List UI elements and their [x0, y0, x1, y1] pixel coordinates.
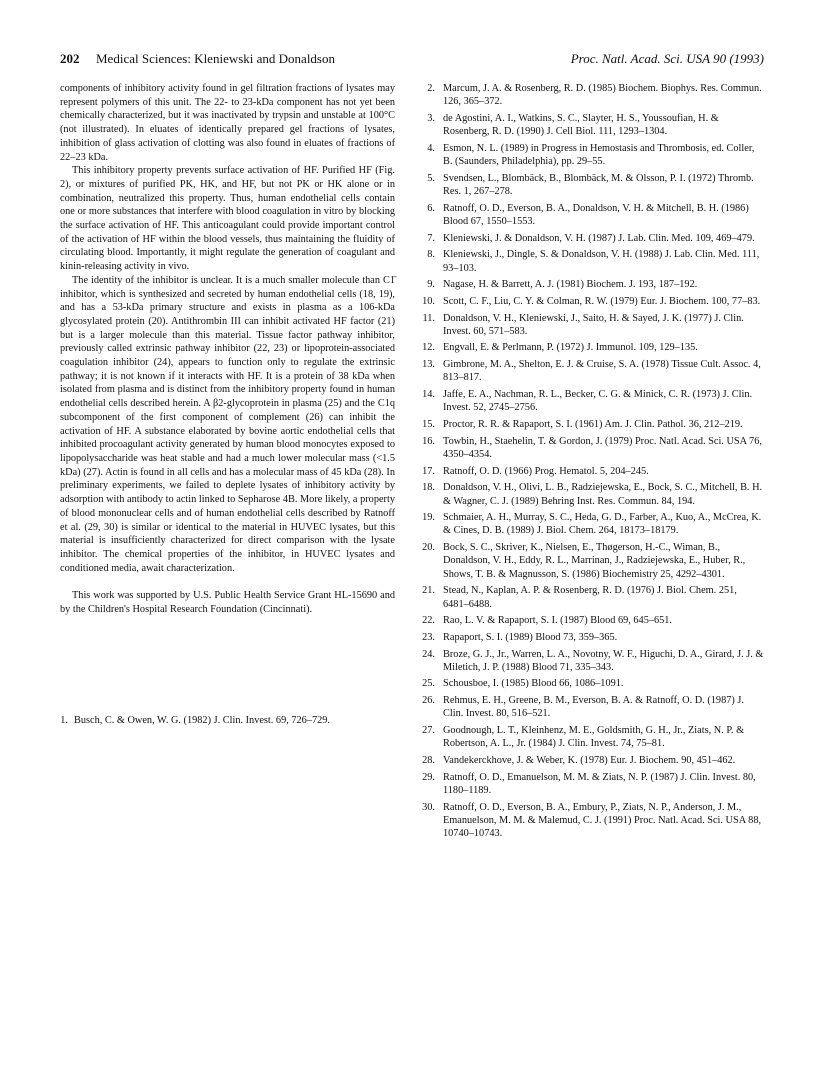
- reference-item: [413, 112, 765, 139]
- reference-item: [413, 341, 765, 354]
- reference-number: 25.: [422, 678, 435, 690]
- reference-item: [413, 694, 765, 721]
- reference-number: 11.: [422, 312, 435, 324]
- reference-text: Marcum, J. A. & Rosenberg, R. D. (1985) Biochem. Biophys. Res. Commun. 126, 365–372.: [443, 83, 762, 108]
- reference-text: Ratnoff, O. D. (1966) Prog. Hematol. 5, 204–245.: [443, 465, 649, 477]
- reference-number: 2.: [427, 83, 435, 94]
- acknowledgment: This work was supported by U.S. Public Health Service Grant HL-15690 and by the Children's Hospital Research Foundation (Cincinnati).: [60, 590, 395, 616]
- reference-number: 23.: [422, 631, 435, 643]
- reference-number: 17.: [422, 465, 435, 477]
- reference-item: [413, 435, 765, 462]
- reference-text: Kleniewski, J. & Donaldson, V. H. (1987) J. Lab. Clin. Med. 109, 469–479.: [443, 232, 755, 244]
- reference-text: Donaldson, V. H., Olivi, L. B., Radziejewska, E., Bock, S. C., Mitchell, B. H. & Wagner, C. J. (1989) Behring Inst. Res. Commun. 84, 194.: [443, 482, 763, 507]
- reference-item: [413, 481, 765, 508]
- reference-text: Rapaport, S. I. (1989) Blood 73, 359–365.: [443, 631, 618, 643]
- running-title: Medical Sciences: Kleniewski and Donaldson: [96, 51, 335, 66]
- reference-item: [413, 801, 765, 841]
- reference-number: 5.: [427, 172, 435, 184]
- reference-item: [413, 677, 765, 690]
- reference-list-start: [60, 714, 395, 731]
- reference-number: 21.: [422, 585, 435, 597]
- reference-item: [413, 312, 765, 339]
- reference-text: Ratnoff, O. D., Emanuelson, M. M. & Ziats, N. P. (1987) J. Clin. Invest. 80, 1180–1189.: [443, 771, 756, 796]
- reference-text: Vandekerckhove, J. & Weber, K. (1978) Eur. J. Biochem. 90, 451–462.: [443, 755, 736, 766]
- page-header: [60, 51, 764, 67]
- reference-text: Ratnoff, O. D., Everson, B. A., Donaldson, V. H. & Mitchell, B. H. (1986) Blood 67, 1550–1553.: [443, 202, 749, 228]
- reference-text: Esmon, N. L. (1989) in Progress in Hemostasis and Thrombosis, ed. Coller, B. (Saunders, Philadelphia), pp. 29–55.: [443, 142, 755, 168]
- reference-number: 10.: [422, 295, 435, 307]
- reference-text: de Agostini, A. I., Watkins, S. C., Slayter, H. S., Youssoufian, H. & Rosenberg, R. D. (1990) J. Cell Biol. 111, 1293–1304.: [443, 112, 719, 138]
- reference-item: [60, 714, 395, 728]
- reference-list: [413, 82, 765, 844]
- reference-item: [413, 278, 765, 291]
- reference-text: Busch, C. & Owen, W. G. (1982) J. Clin. Invest. 69, 726–729.: [74, 715, 330, 726]
- paragraph: components of inhibitory activity found in gel filtration fractions of lysates may represent polymers of this unit. The 22- to 23-kDa component has not yet been chemically characterized, but it was inactivated by trypsin and unstable at 100°C (not illustrated). In eluates of identically prepared gel fractions of lysates, inhibition of glass activation of clotting was also found in eluates of fractions of 22–23 kDa.: [60, 83, 395, 163]
- reference-number: 14.: [422, 389, 435, 401]
- reference-text: Kleniewski, J., Dingle, S. & Donaldson, V. H. (1988) J. Lab. Clin. Med. 111, 93–103.: [443, 249, 760, 274]
- reference-number: 12.: [422, 342, 435, 354]
- reference-text: Rehmus, E. H., Greene, B. M., Everson, B. A. & Ratnoff, O. D. (1987) J. Clin. Invest. 80, 516–521.: [443, 695, 744, 720]
- reference-number: 3.: [427, 112, 435, 124]
- reference-item: [413, 418, 765, 431]
- reference-number: 18.: [422, 482, 435, 494]
- reference-text: Rao, L. V. & Rapaport, S. I. (1987) Blood 69, 645–651.: [443, 615, 673, 627]
- reference-item: [413, 648, 765, 675]
- reference-text: Schousboe, I. (1985) Blood 66, 1086–1091.: [443, 678, 624, 690]
- reference-item: [413, 248, 765, 275]
- reference-number: 20.: [422, 542, 435, 554]
- reference-text: Gimbrone, M. A., Shelton, E. J. & Cruise, S. A. (1978) Tissue Cult. Assoc. 4, 813–817.: [443, 359, 761, 384]
- reference-number: 27.: [422, 725, 435, 737]
- reference-text: Scott, C. F., Liu, C. Y. & Colman, R. W. (1979) Eur. J. Biochem. 100, 77–83.: [443, 295, 761, 307]
- reference-number: 30.: [422, 801, 435, 813]
- reference-number: 9.: [427, 279, 435, 291]
- reference-text: Stead, N., Kaplan, A. P. & Rosenberg, R. D. (1976) J. Biol. Chem. 251, 6481–6488.: [443, 585, 737, 610]
- reference-number: 16.: [422, 435, 435, 447]
- reference-text: Engvall, E. & Perlmann, P. (1972) J. Immunol. 109, 129–135.: [443, 342, 698, 354]
- reference-number: 26.: [422, 695, 435, 707]
- reference-number: 29.: [422, 771, 435, 783]
- reference-item: [413, 142, 765, 169]
- reference-text: Broze, G. J., Jr., Warren, L. A., Novotny, W. F., Higuchi, D. A., Girard, J. J. & Miletich, J. P. (1988) Blood 71, 335–343.: [443, 648, 764, 673]
- reference-item: [413, 511, 765, 538]
- reference-number: 6.: [427, 202, 435, 214]
- reference-text: Ratnoff, O. D., Everson, B. A., Embury, P., Ziats, N. P., Anderson, J. M., Emanuelson, M. M. & Malemud, C. J. (1991) Proc. Natl. Acad. Sci. USA 88, 10740–10743.: [443, 801, 762, 840]
- reference-item: [413, 541, 765, 581]
- paragraph: The identity of the inhibitor is unclear. It is a much smaller molecule than C1̄ inhibitor, which is synthesized and secreted by human endothelial cells (18, 19), and has a 53-kDa primary structure and exists in plasma as a 106-kDa glycosylated protein (20). Antithrombin III can inhibit activated HF factor (21) but is a larger molecule than this material. Tissue factor pathway inhibitor, previously called extrinsic pathway inhibitor (22, 23) or lipoprotein-associated coagulation inhibitor (24), appears to function only to regulate the extrinsic pathway; it is not known if it interacts with HF. It is a protein of 38 kDa when isolated from plasma and is distinct from the inhibitory property found in human endothelial cells described herein. A β2-glycoprotein in plasma (25) and the C1q subcomponent of the first component of complement (26) can inhibit the activation of HF. A substance elaborated by bovine aortic endothelial cells that inhibited procoagulant activity generated by human blood monocytes exposed to lipopolysaccharide was heat stable and had a much lower molecular mass (<1.5 kDa) (27). Actin is found in all cells and has a molecular mass of 45 kDa (28). In preliminary experiments, we failed to deplete lysates of inhibitory activity by adsorption with antibody to actin linked to Sepharose 4B. More likely, a property of blood mononuclear cells and of human endothelial cells described by Ratnoff et al. (29, 30) is similar or identical to the material in HUVEC lysates, but this material is insufficiently characterized for direct comparison with the lysate inhibitor. The chemical properties of the inhibitor, in HUVEC lysates and conditioned media, await characterization.: [60, 274, 395, 574]
- reference-item: [413, 388, 765, 415]
- reference-text: Goodnough, L. T., Kleinhenz, M. E., Goldsmith, G. H., Jr., Ziats, N. P. & Robertson, A. L., Jr. (1984) J. Clin. Invest. 74, 75–81.: [443, 725, 745, 750]
- reference-item: [413, 754, 765, 767]
- reference-item: [413, 295, 765, 308]
- reference-text: Proctor, R. R. & Rapaport, S. I. (1961) Am. J. Clin. Pathol. 36, 212–219.: [443, 419, 743, 430]
- reference-item: [413, 358, 765, 385]
- page-number: 202: [60, 51, 80, 66]
- reference-text: Donaldson, V. H., Kleniewski, J., Saito, H. & Sayed, J. K. (1977) J. Clin. Invest. 60, 571–583.: [443, 312, 744, 337]
- reference-number: 13.: [422, 359, 435, 371]
- reference-text: Svendsen, L., Blombäck, B., Blombäck, M. & Olsson, P. I. (1972) Thromb. Res. 1, 267–278.: [443, 172, 754, 198]
- reference-number: 28.: [422, 755, 435, 766]
- reference-number: 1.: [60, 715, 68, 726]
- reference-item: [413, 614, 765, 627]
- reference-item: [413, 232, 765, 245]
- reference-text: Nagase, H. & Barrett, A. J. (1981) Biochem. J. 193, 187–192.: [443, 279, 698, 291]
- reference-text: Schmaier, A. H., Murray, S. C., Heda, G. D., Farber, A., Kuo, A., McCrea, K. & Cines, D. B. (1989) J. Biol. Chem. 264, 18173–18179.: [443, 512, 762, 537]
- reference-number: 7.: [427, 232, 435, 244]
- reference-item: [413, 202, 765, 229]
- reference-number: 19.: [422, 512, 435, 524]
- reference-item: [413, 724, 765, 751]
- paragraph: This inhibitory property prevents surface activation of HF. Purified HF (Fig. 2), or mixtures of purified PK, HK, and HF, but not PK or HK alone or in combination, neutralized this property. Thus, human endothelial cells contain one or more substances that interfere with blood coagulation in vitro by blocking the surface activation of HF. This anticoagulant could provide important control of the activation of HF within the blood vessels, thus maintaining the fluidity of circulating blood. Importantly, it might regulate the generation of coagulant and kinin-releasing activity in vivo.: [60, 165, 395, 273]
- journal-citation: Proc. Natl. Acad. Sci. USA 90 (1993): [570, 51, 764, 66]
- reference-item: [413, 631, 765, 644]
- reference-item: [413, 771, 765, 798]
- reference-number: 8.: [427, 249, 435, 261]
- reference-text: Towbin, H., Staehelin, T. & Gordon, J. (1979) Proc. Natl. Acad. Sci. USA 76, 4350–4354.: [443, 435, 762, 460]
- reference-item: [413, 465, 765, 478]
- reference-number: 4.: [427, 142, 435, 154]
- reference-item: [413, 584, 765, 611]
- reference-number: 22.: [422, 615, 435, 627]
- reference-text: Bock, S. C., Skriver, K., Nielsen, E., Thøgerson, H.-C., Wiman, B., Donaldson, V. H., Eddy, R. L., Marrinan, J., Radziejewska, E., Huber, R., Shows, T. B. & Magnusson, S. (1986) Biochemistry 25, 4292–4301.: [443, 542, 746, 580]
- reference-text: Jaffe, E. A., Nachman, R. L., Becker, C. G. & Minick, C. R. (1973) J. Clin. Invest. 52, 2745–2756.: [443, 389, 753, 414]
- reference-item: [413, 172, 765, 199]
- reference-item: [413, 82, 765, 109]
- reference-number: 24.: [422, 648, 435, 660]
- body-text-column: [60, 82, 395, 617]
- reference-number: 15.: [422, 419, 435, 430]
